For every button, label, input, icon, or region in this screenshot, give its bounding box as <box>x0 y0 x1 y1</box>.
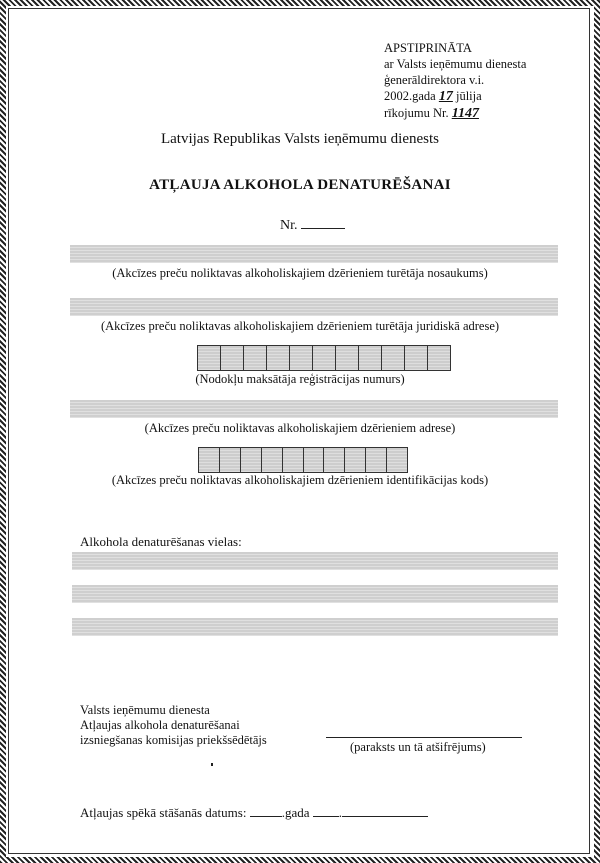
approval-date-line <box>384 88 584 105</box>
holder-address-caption: (Akcīzes preču noliktavas alkoholiskajiem dzērieniem turētāja juridiskā adrese) <box>100 319 500 333</box>
warehouse-address-field[interactable] <box>70 400 558 418</box>
code-cell[interactable] <box>382 346 405 370</box>
approval-day: 17 <box>438 89 453 104</box>
signature-line[interactable] <box>326 737 522 738</box>
code-cell[interactable] <box>198 346 221 370</box>
warehouse-id-caption: (Akcīzes preču noliktavas alkoholiskajiem dzērieniem identifikācijas kods) <box>111 473 489 487</box>
holder-address-field[interactable] <box>70 298 558 316</box>
code-cell[interactable] <box>366 448 387 472</box>
page-title: ATĻAUJA ALKOHOLA DENATURĒŠANAI <box>149 177 451 193</box>
code-cell[interactable] <box>221 346 244 370</box>
taxpayer-code-cells[interactable] <box>197 345 451 371</box>
permit-number-label: Nr. <box>280 218 298 233</box>
approval-block <box>384 40 584 122</box>
code-cell[interactable] <box>324 448 345 472</box>
validity-day-blank[interactable] <box>313 803 339 817</box>
stray-mark <box>211 763 213 766</box>
approval-order-prefix: rīkojumu Nr. <box>384 106 449 120</box>
code-cell[interactable] <box>405 346 428 370</box>
code-cell[interactable] <box>220 448 241 472</box>
code-cell[interactable] <box>304 448 325 472</box>
code-cell[interactable] <box>336 346 359 370</box>
substances-line-1[interactable] <box>72 552 558 570</box>
permit-number <box>280 214 345 234</box>
code-cell[interactable] <box>199 448 220 472</box>
holder-name-field[interactable] <box>70 245 558 263</box>
approval-month: jūlija <box>455 89 482 103</box>
code-cell[interactable] <box>267 346 290 370</box>
code-cell[interactable] <box>262 448 283 472</box>
approval-order-number: 1147 <box>451 106 479 121</box>
validity-month-blank[interactable] <box>342 803 428 817</box>
code-cell[interactable] <box>241 448 262 472</box>
validity-dot: . <box>338 805 342 820</box>
approval-year: 2002.gada <box>384 89 436 103</box>
validity-date-line <box>80 803 428 821</box>
validity-label: Atļaujas spēkā stāšanās datums: <box>80 805 247 820</box>
code-cell[interactable] <box>359 346 382 370</box>
substances-line-3[interactable] <box>72 618 558 636</box>
commission-block <box>80 703 267 748</box>
warehouse-id-cells[interactable] <box>198 447 408 473</box>
agency-name: Latvijas Republikas Valsts ieņēmumu dienests <box>160 131 440 147</box>
code-cell[interactable] <box>283 448 304 472</box>
permit-number-blank[interactable] <box>301 214 345 229</box>
approval-order-line <box>384 105 584 122</box>
approval-line-3: ģenerāldirektora v.i. <box>384 73 485 87</box>
warehouse-address-caption: (Akcīzes preču noliktavas alkoholiskajiem dzērieniem adrese) <box>144 421 456 435</box>
code-cell[interactable] <box>387 448 407 472</box>
commission-line-2: Atļaujas alkohola denaturēšanai <box>80 718 240 732</box>
taxpayer-code-caption: (Nodokļu maksātāja reģistrācijas numurs) <box>195 372 405 386</box>
approval-line-1: APSTIPRINĀTA <box>384 41 472 55</box>
code-cell[interactable] <box>428 346 450 370</box>
commission-line-1: Valsts ieņēmumu dienesta <box>80 703 210 717</box>
validity-year-blank[interactable] <box>250 803 282 817</box>
substances-line-2[interactable] <box>72 585 558 603</box>
commission-line-3: izsniegšanas komisijas priekšsēdētājs <box>80 733 267 747</box>
approval-line-2: ar Valsts ieņēmumu dienesta <box>384 57 527 71</box>
code-cell[interactable] <box>345 448 366 472</box>
code-cell[interactable] <box>244 346 267 370</box>
validity-year-suffix: .gada <box>281 805 310 820</box>
code-cell[interactable] <box>290 346 313 370</box>
substances-label: Alkohola denaturēšanas vielas: <box>80 534 242 549</box>
signature-caption: (paraksts un tā atšifrējums) <box>350 740 486 754</box>
holder-name-caption: (Akcīzes preču noliktavas alkoholiskajiem dzērieniem turētāja nosaukums) <box>112 266 488 280</box>
code-cell[interactable] <box>313 346 336 370</box>
